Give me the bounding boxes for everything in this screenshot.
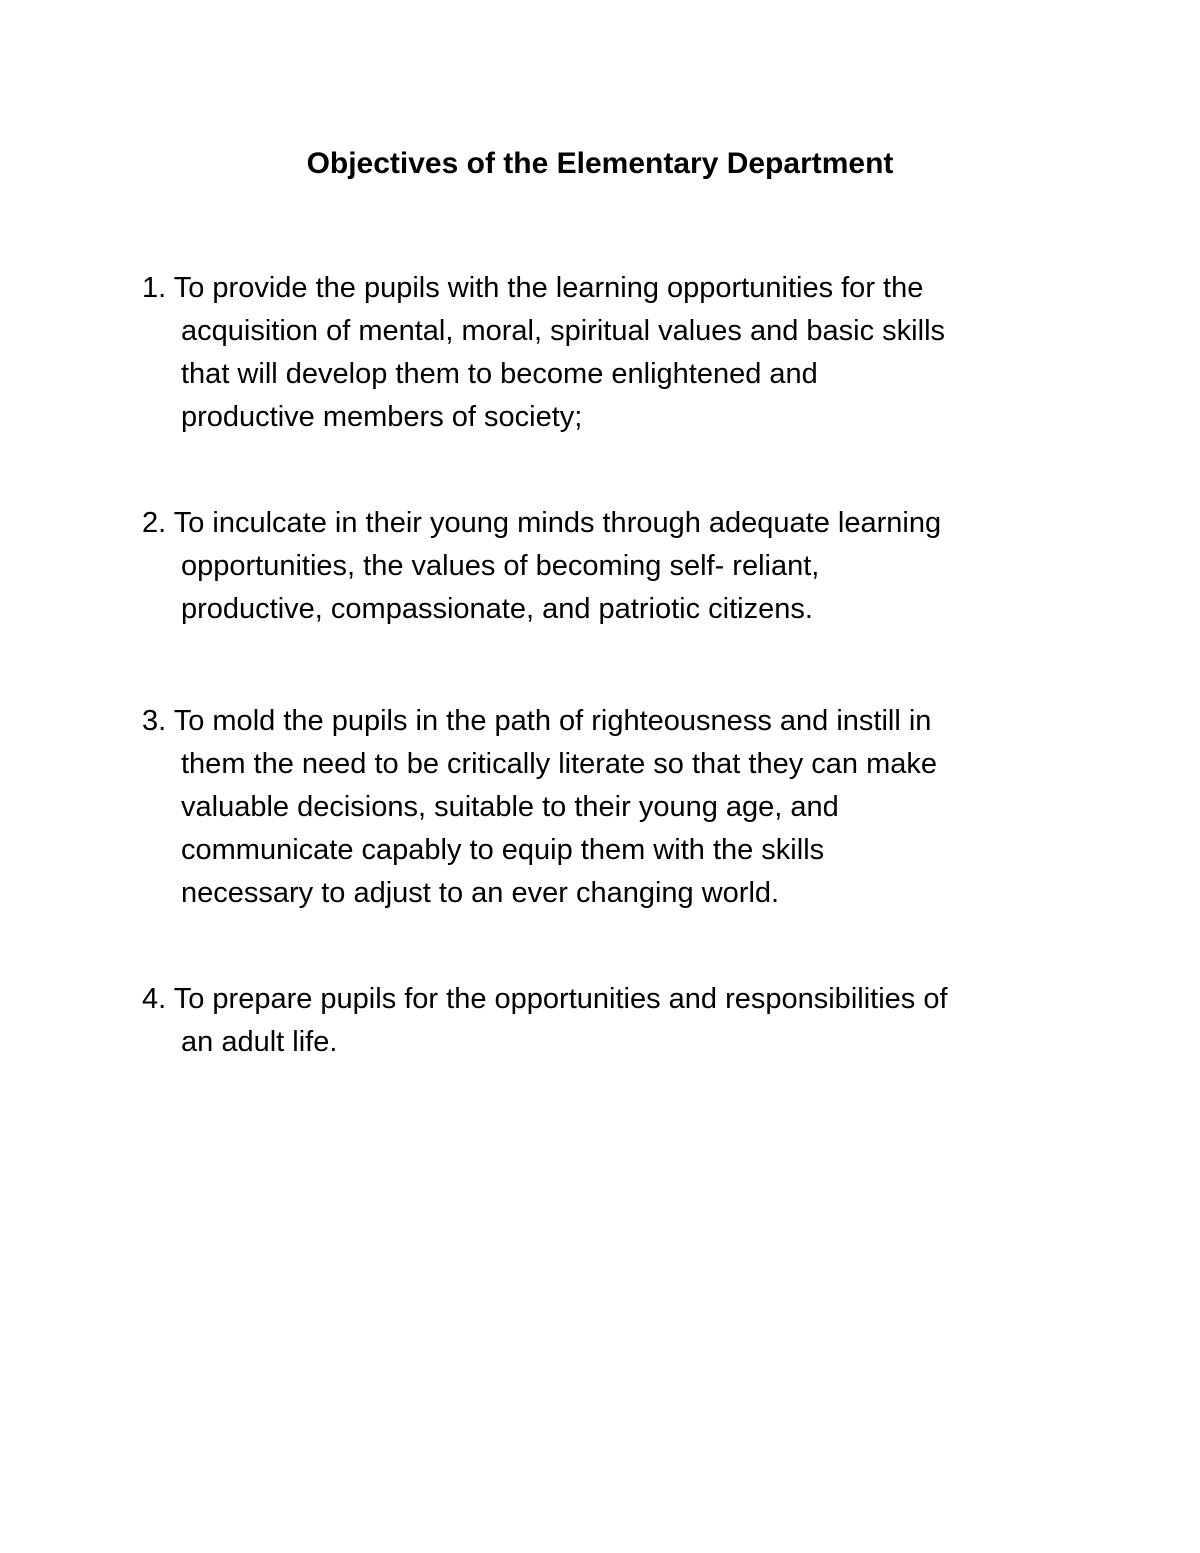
objective-line: opportunities, the values of becoming self- reliant, <box>181 550 820 582</box>
objective-line: acquisition of mental, moral, spiritual values and basic skills <box>181 315 946 347</box>
objective-line: necessary to adjust to an ever changing world. <box>181 877 780 909</box>
objective-item-4 <box>142 978 948 1064</box>
objective-item-1 <box>142 267 945 439</box>
objective-line: 1. To provide the pupils with the learning opportunities for the <box>142 272 924 304</box>
objective-line: productive, compassionate, and patriotic citizens. <box>181 593 813 625</box>
objective-line: 4. To prepare pupils for the opportunities and responsibilities of <box>142 983 948 1015</box>
objective-line: them the need to be critically literate so that they can make <box>181 748 938 780</box>
objective-line: communicate capably to equip them with the skills <box>181 834 825 866</box>
objective-line: 2. To inculcate in their young minds through adequate learning <box>142 507 942 539</box>
objective-item-2 <box>142 502 941 631</box>
objective-line: productive members of society; <box>181 401 583 433</box>
objective-item-3 <box>142 700 937 915</box>
objective-line: that will develop them to become enlightened and <box>181 358 818 390</box>
objective-line: 3. To mold the pupils in the path of righteousness and instill in <box>142 705 932 737</box>
document-title: Objectives of the Elementary Department <box>306 147 894 180</box>
objective-line: an adult life. <box>181 1026 338 1058</box>
objective-line: valuable decisions, suitable to their young age, and <box>181 791 839 823</box>
